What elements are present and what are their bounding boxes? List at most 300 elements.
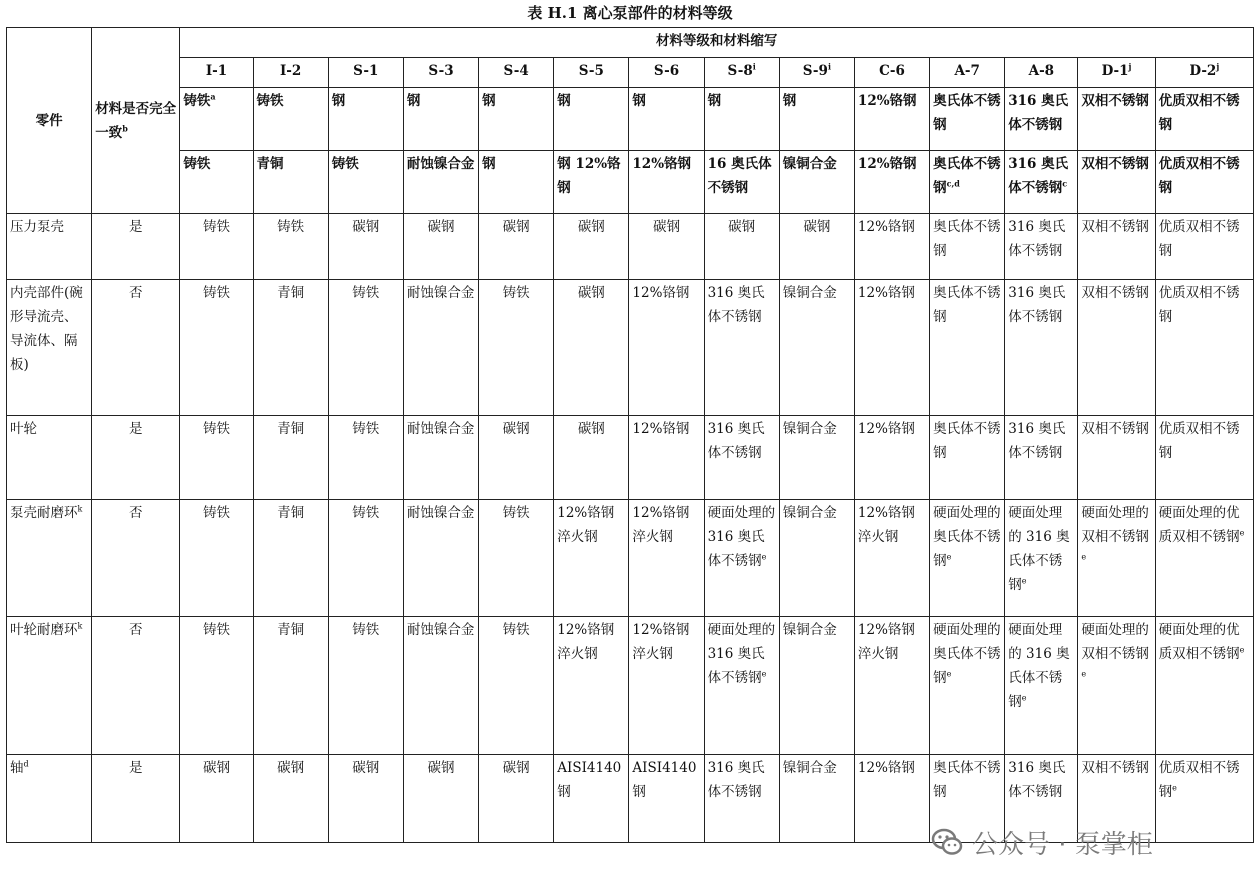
material-cell: [253, 755, 328, 843]
material-cell-text: 耐蚀镍合金: [406, 421, 475, 437]
material-cell-text: AISI4140 钢: [557, 760, 622, 800]
material-cell-text: 碳钢: [202, 760, 230, 776]
abbrev-cell-text: 16 奥氏体不锈钢: [707, 156, 772, 196]
material-cell-text: 碳钢: [427, 219, 455, 235]
material-cell-text: 碳钢: [577, 285, 605, 301]
class-label-text: S-1: [353, 63, 379, 79]
class-label-row: [7, 58, 1254, 88]
abbrev-cell-text: 优质双相不锈钢: [1158, 93, 1240, 133]
material-cell-text: AISI4140 钢: [632, 760, 697, 800]
compliance-cell: 是: [92, 416, 180, 500]
material-cell: [930, 617, 1005, 755]
material-cell: [930, 500, 1005, 617]
abbrev-cell-text: 铸铁: [256, 93, 284, 109]
material-cell: [1005, 500, 1078, 617]
material-cell: [328, 416, 403, 500]
material-cell-text: 铸铁: [202, 219, 230, 235]
abbrev-cell: [554, 151, 629, 214]
material-cell: [629, 755, 704, 843]
material-cell-text: 316 奥氏体不锈钢: [1008, 219, 1066, 259]
material-cell-text: 12%铬钢: [857, 285, 915, 301]
material-cell-text: 双相不锈钢: [1081, 760, 1149, 776]
class-label-text: S-9: [802, 63, 828, 79]
material-cell-text: 铸铁: [352, 505, 380, 521]
material-cell-text: 碳钢: [652, 219, 680, 235]
material-cell: [403, 416, 478, 500]
abbrev-cell-text: 铸铁: [183, 93, 211, 109]
class-label-text: S-4: [503, 63, 529, 79]
class-label: [1155, 58, 1253, 88]
abbrev-cell-text: 钢: [406, 93, 421, 109]
material-cell-text: 316 奥氏体不锈钢: [707, 285, 765, 325]
material-cell: [854, 617, 929, 755]
compliance-header: [92, 28, 180, 214]
footnote-mark: k: [77, 621, 83, 631]
class-label-text: S-8: [727, 63, 753, 79]
abbrev-cell: [1005, 151, 1078, 214]
material-cell-text: 12%铬钢: [857, 219, 915, 235]
material-cell: [328, 755, 403, 843]
material-cell-text: 铸铁: [502, 505, 530, 521]
material-cell-text: 耐蚀镍合金: [406, 505, 475, 521]
material-cell-text: 双相不锈钢: [1081, 285, 1149, 301]
footnote-mark: d: [23, 759, 29, 769]
material-cell-text: 316 奥氏体不锈钢: [1008, 285, 1066, 325]
material-cell-text: 铸铁: [352, 421, 380, 437]
material-cell-text: 镍铜合金: [782, 760, 837, 776]
material-cell: [854, 416, 929, 500]
material-cell: [554, 416, 629, 500]
material-cell: [403, 755, 478, 843]
material-cell: [479, 755, 554, 843]
material-cell-text: 12%铬钢淬火钢: [857, 505, 915, 545]
header-row-group: [7, 28, 1254, 58]
footnote-mark: k: [77, 504, 83, 514]
material-cell: [704, 214, 779, 280]
part-cell: [7, 500, 92, 617]
class-label: [180, 58, 253, 88]
abbrev-cell: [253, 88, 328, 151]
material-cell: [554, 214, 629, 280]
footnote-mark: j: [1128, 61, 1132, 72]
material-cell: [180, 755, 253, 843]
material-cell: [403, 500, 478, 617]
material-cell-text: 铸铁: [502, 622, 530, 638]
material-cell: [1078, 617, 1155, 755]
table-row: [7, 617, 1254, 755]
material-cell-text: 316 奥氏体不锈钢: [1008, 760, 1066, 800]
abbrev-cell-text: 钢: [482, 93, 496, 109]
material-cell-text: 12%铬钢: [632, 421, 690, 437]
material-cell: [253, 214, 328, 280]
material-cell-text: 硬面处理的奥氏体不锈钢: [933, 622, 1001, 686]
abbrev-cell-text: 钢: [707, 93, 722, 109]
material-cell-text: 碳钢: [577, 421, 605, 437]
material-cell-text: 碳钢: [352, 219, 380, 235]
material-cell: [253, 617, 328, 755]
abbrev-cell-text: 12%铬钢: [857, 93, 917, 109]
material-cell-text: 碳钢: [728, 219, 756, 235]
part-cell: [7, 214, 92, 280]
material-cell: [403, 617, 478, 755]
material-cell-text: 双相不锈钢: [1081, 219, 1149, 235]
material-cell-text: 12%铬钢淬火钢: [632, 622, 690, 662]
class-label: [854, 58, 929, 88]
material-cell-text: 镍铜合金: [782, 421, 837, 437]
abbrev-cell-text: 奥氏体不锈钢: [933, 93, 1001, 133]
material-cell-text: 铸铁: [202, 622, 230, 638]
material-cell: [180, 416, 253, 500]
abbrev-cell-text: 双相不锈钢: [1081, 156, 1149, 172]
class-label-text: D-1: [1101, 63, 1129, 79]
footnote-mark: b: [122, 123, 128, 133]
material-cell: [779, 755, 854, 843]
compliance-header-text: 材料是否完全一致: [95, 100, 177, 141]
material-cell-text: 奥氏体不锈钢: [933, 219, 1001, 259]
material-cell: [180, 500, 253, 617]
abbrev-cell: [403, 151, 478, 214]
abbrev-cell-text: 钢: [632, 93, 646, 109]
part-cell: [7, 755, 92, 843]
abbrev-cell-text: 铸铁: [331, 156, 359, 172]
material-cell: [779, 500, 854, 617]
material-cell-text: 硬面处理的 316 奥氏体不锈钢: [1008, 505, 1070, 593]
abbrev-cell: [180, 151, 253, 214]
abbrev-cell: [930, 151, 1005, 214]
part-cell-text: 内壳部件(碗形导流壳、导流体、隔板): [10, 285, 83, 373]
compliance-cell: 否: [92, 500, 180, 617]
abbrev-cell: [704, 88, 779, 151]
footnote-mark: e: [1021, 693, 1027, 703]
material-cell: [554, 280, 629, 416]
material-cell: [328, 280, 403, 416]
material-cell: [1005, 617, 1078, 755]
material-cell-text: 奥氏体不锈钢: [933, 285, 1001, 325]
material-cell-text: 12%铬钢淬火钢: [857, 622, 915, 662]
material-cell: [629, 500, 704, 617]
material-cell: [629, 416, 704, 500]
material-cell: [180, 617, 253, 755]
abbrev-cell-text: 优质双相不锈钢: [1158, 156, 1240, 196]
abbrev-cell-text: 316 奥氏体不锈钢: [1008, 93, 1069, 133]
material-cell-text: 优质双相不锈钢: [1158, 219, 1240, 259]
material-cell-text: 碳钢: [803, 219, 831, 235]
material-cell: [479, 416, 554, 500]
class-label: [253, 58, 328, 88]
class-label-text: A-7: [954, 63, 980, 79]
abbrev-row-1: [7, 88, 1254, 151]
material-cell-text: 硬面处理的优质双相不锈钢: [1158, 622, 1240, 662]
class-label-text: D-2: [1189, 63, 1217, 79]
material-cell-text: 奥氏体不锈钢: [933, 760, 1001, 800]
material-cell-text: 优质双相不锈钢: [1158, 285, 1240, 325]
material-cell-text: 12%铬钢淬火钢: [632, 505, 690, 545]
watermark-text: 公众号 · 泵掌柜: [972, 829, 1153, 860]
class-label: [328, 58, 403, 88]
compliance-cell: 否: [92, 617, 180, 755]
material-cell: [930, 416, 1005, 500]
abbrev-cell: [328, 88, 403, 151]
material-cell-text: 硬面处理的 316 奥氏体不锈钢: [707, 622, 776, 686]
material-cell: [479, 500, 554, 617]
abbrev-cell: [704, 151, 779, 214]
part-cell: [7, 280, 92, 416]
material-cell-text: 碳钢: [277, 760, 305, 776]
abbrev-cell: [854, 151, 929, 214]
footnote-mark: a: [210, 91, 216, 102]
compliance-cell: 否: [92, 280, 180, 416]
abbrev-cell-text: 铸铁: [183, 156, 211, 172]
material-cell-text: 硬面处理的 316 奥氏体不锈钢: [707, 505, 776, 569]
abbrev-cell-text: 钢: [331, 93, 346, 109]
table-body: [7, 28, 1254, 843]
material-cell: [930, 214, 1005, 280]
material-cell: [479, 617, 554, 755]
material-cell: [403, 214, 478, 280]
material-cell-text: 耐蚀镍合金: [406, 622, 475, 638]
material-cell-text: 硬面处理的奥氏体不锈钢: [933, 505, 1001, 569]
material-cell-text: 青铜: [277, 421, 305, 437]
abbrev-cell: [180, 88, 253, 151]
abbrev-cell-text: 钢: [482, 156, 496, 172]
material-cell-text: 镍铜合金: [782, 505, 837, 521]
class-label: [629, 58, 704, 88]
material-cell-text: 青铜: [277, 505, 305, 521]
material-cell-text: 青铜: [277, 285, 305, 301]
footnote-mark: e: [1239, 645, 1245, 655]
material-cell: [1155, 617, 1253, 755]
abbrev-cell: [1155, 88, 1253, 151]
material-cell-text: 碳钢: [502, 421, 530, 437]
class-label-text: A-8: [1028, 63, 1055, 79]
part-cell-text: 叶轮耐磨环: [10, 622, 78, 638]
material-cell-text: 12%铬钢: [857, 760, 915, 776]
material-cell: [253, 416, 328, 500]
table-row: [7, 280, 1254, 416]
material-cell: [253, 500, 328, 617]
material-cell: [854, 214, 929, 280]
material-cell: [328, 500, 403, 617]
footnote-mark: e: [761, 669, 767, 679]
material-cell-text: 硬面处理的优质双相不锈钢: [1158, 505, 1240, 545]
abbrev-cell: [1005, 88, 1078, 151]
part-cell-text: 泵壳耐磨环: [10, 505, 78, 521]
material-cell: [1005, 280, 1078, 416]
material-cell: [253, 280, 328, 416]
compliance-cell: 是: [92, 755, 180, 843]
class-label: [479, 58, 554, 88]
material-cell-text: 316 奥氏体不锈钢: [707, 421, 765, 461]
abbrev-cell-text: 青铜: [256, 156, 284, 172]
material-cell-text: 镍铜合金: [782, 622, 837, 638]
part-cell-text: 压力泵壳: [10, 219, 64, 235]
material-cell: [1078, 500, 1155, 617]
footnote-mark: e: [1081, 669, 1087, 679]
material-cell: [779, 617, 854, 755]
abbrev-cell: [930, 88, 1005, 151]
class-label-text: S-5: [578, 63, 604, 79]
material-cell: [779, 214, 854, 280]
material-cell-text: 12%铬钢: [632, 285, 690, 301]
abbrev-cell: [629, 151, 704, 214]
abbrev-cell: [554, 88, 629, 151]
material-cell-text: 12%铬钢: [857, 421, 915, 437]
class-label: [1078, 58, 1155, 88]
footnote-mark: i: [827, 61, 831, 72]
material-cell: [479, 214, 554, 280]
class-label: [930, 58, 1005, 88]
material-cell-text: 优质双相不锈钢: [1158, 760, 1240, 800]
class-label: [1005, 58, 1078, 88]
class-label: [704, 58, 779, 88]
material-cell-text: 碳钢: [577, 219, 605, 235]
abbrev-cell: [479, 151, 554, 214]
class-label: [779, 58, 854, 88]
material-cell-text: 碳钢: [502, 219, 530, 235]
material-cell-text: 青铜: [277, 622, 305, 638]
material-cell: [328, 214, 403, 280]
material-cell: [328, 617, 403, 755]
abbrev-cell: [479, 88, 554, 151]
abbrev-cell-text: 钢 12%铬钢: [557, 156, 621, 196]
material-cell: [704, 500, 779, 617]
material-cell: [1005, 214, 1078, 280]
material-cell: [704, 416, 779, 500]
class-label-text: S-6: [653, 63, 680, 79]
material-cell-text: 耐蚀镍合金: [406, 285, 475, 301]
material-cell-text: 双相不锈钢: [1081, 421, 1149, 437]
material-cell-text: 铸铁: [202, 505, 230, 521]
material-cell-text: 碳钢: [502, 760, 530, 776]
abbrev-row-2: [7, 151, 1254, 214]
abbrev-cell-text: 耐蚀镍合金: [406, 156, 475, 172]
watermark: [930, 820, 1230, 864]
footnote-mark: e: [946, 669, 952, 679]
material-cell: [629, 280, 704, 416]
material-cell-text: 碳钢: [427, 760, 455, 776]
footnote-mark: e: [761, 552, 767, 562]
material-cell-text: 镍铜合金: [782, 285, 837, 301]
material-cell: [554, 500, 629, 617]
footnote-mark: e: [1081, 552, 1087, 562]
materials-table: [6, 27, 1254, 843]
part-cell-text: 轴: [10, 760, 24, 776]
material-cell: [779, 280, 854, 416]
material-cell: [479, 280, 554, 416]
class-label-text: I-1: [205, 63, 228, 79]
part-cell: [7, 416, 92, 500]
material-cell: [1155, 214, 1253, 280]
abbrev-cell-text: 镍铜合金: [782, 156, 837, 172]
material-cell: [629, 617, 704, 755]
material-cell: [854, 755, 929, 843]
footnote-mark: j: [1216, 61, 1220, 72]
material-cell-text: 铸铁: [277, 219, 305, 235]
material-cell-text: 铸铁: [202, 285, 230, 301]
material-cell: [930, 280, 1005, 416]
material-cell-text: 优质双相不锈钢: [1158, 421, 1240, 461]
class-label-text: S-3: [428, 63, 454, 79]
footnote-mark: c: [1062, 178, 1068, 189]
class-group-header: 材料等级和材料缩写: [180, 28, 1254, 58]
abbrev-cell-text: 钢: [782, 93, 797, 109]
material-cell-text: 硬面处理的双相不锈钢: [1081, 622, 1149, 662]
material-cell: [1155, 500, 1253, 617]
abbrev-cell: [1155, 151, 1253, 214]
abbrev-cell: [854, 88, 929, 151]
class-label: [554, 58, 629, 88]
material-cell-text: 碳钢: [352, 760, 380, 776]
footnote-mark: e: [1239, 528, 1245, 538]
abbrev-cell: [779, 151, 854, 214]
material-cell: [854, 280, 929, 416]
material-cell: [854, 500, 929, 617]
abbrev-cell-text: 奥氏体不锈钢: [933, 156, 1001, 196]
material-cell-text: 铸铁: [352, 622, 380, 638]
abbrev-cell: [629, 88, 704, 151]
table-row: [7, 500, 1254, 617]
material-cell: [554, 617, 629, 755]
material-cell-text: 硬面处理的 316 奥氏体不锈钢: [1008, 622, 1070, 710]
material-cell: [554, 755, 629, 843]
material-cell: [1155, 280, 1253, 416]
material-cell-text: 铸铁: [502, 285, 530, 301]
material-cell-text: 铸铁: [352, 285, 380, 301]
material-cell: [1078, 416, 1155, 500]
class-label-text: I-2: [279, 63, 302, 79]
material-cell: [1155, 416, 1253, 500]
compliance-cell: 是: [92, 214, 180, 280]
footnote-mark: e: [1021, 576, 1027, 586]
footnote-mark: e: [1172, 783, 1177, 793]
material-cell: [1005, 416, 1078, 500]
material-cell: [704, 755, 779, 843]
abbrev-cell-text: 12%铬钢: [857, 156, 917, 172]
material-cell: [704, 617, 779, 755]
material-cell-text: 316 奥氏体不锈钢: [707, 760, 765, 800]
table-title: 表 H.1 离心泵部件的材料等级: [527, 4, 733, 22]
material-cell-text: 316 奥氏体不锈钢: [1008, 421, 1066, 461]
table-row: [7, 416, 1254, 500]
abbrev-cell: [1078, 151, 1155, 214]
material-cell: [629, 214, 704, 280]
material-cell-text: 铸铁: [202, 421, 230, 437]
class-label: [403, 58, 478, 88]
material-cell: [403, 280, 478, 416]
abbrev-cell-text: 钢: [557, 93, 571, 109]
wechat-logo-icon: [930, 825, 964, 859]
part-header: 零件: [7, 28, 92, 214]
material-cell-text: 12%铬钢淬火钢: [557, 622, 615, 662]
table-row: [7, 214, 1254, 280]
material-cell: [779, 416, 854, 500]
material-cell-text: 12%铬钢淬火钢: [557, 505, 615, 545]
abbrev-cell: [403, 88, 478, 151]
part-cell-text: 叶轮: [10, 421, 37, 437]
footnote-mark: c,d: [946, 178, 960, 189]
abbrev-cell-text: 12%铬钢: [632, 156, 692, 172]
material-cell: [704, 280, 779, 416]
abbrev-cell-text: 双相不锈钢: [1081, 93, 1149, 109]
material-cell: [180, 280, 253, 416]
abbrev-cell: [253, 151, 328, 214]
footnote-mark: e: [946, 552, 952, 562]
material-cell-text: 奥氏体不锈钢: [933, 421, 1001, 461]
abbrev-cell: [1078, 88, 1155, 151]
material-cell: [180, 214, 253, 280]
material-cell-text: 硬面处理的双相不锈钢: [1081, 505, 1149, 545]
material-cell: [1078, 280, 1155, 416]
